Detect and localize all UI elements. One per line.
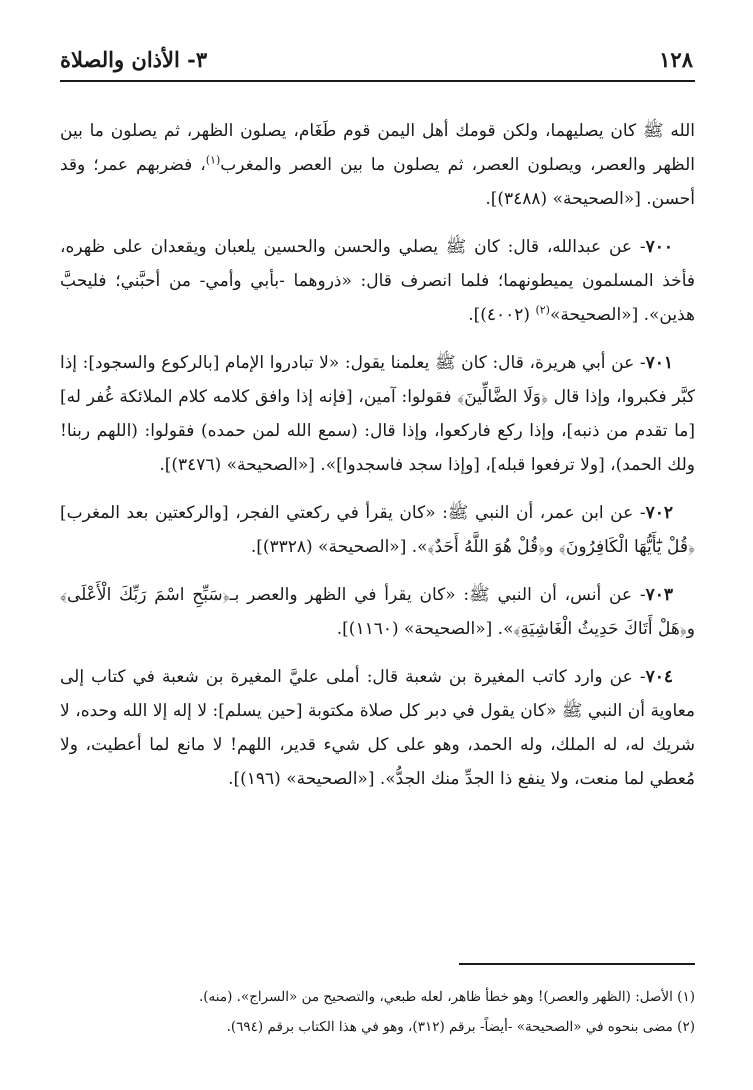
hadith-700	[60, 230, 695, 332]
hadith-703	[60, 578, 695, 646]
hadith-text: - عن وارد كاتب المغيرة بن شعبة قال: أملى عليَّ المغيرة بن شعبة في كتاب إلى معاوية أن النبي ﷺ «كان يقول في دبر كل صلاة مكتوبة [حين يسلم]: لا إله إلا الله وحده، لا شريك له، له الملك، وله الحمد، وهو على كل شيء قدير، اللهم! لا مانع لما أعطيت، ولا مُعطي لما منعت، ولا ينفع ذا الجدِّ منك الجدُّ». [«الصحيحة» (١٩٦)].	[60, 667, 695, 789]
main-text	[60, 114, 695, 810]
hadith-text: - عن عبدالله، قال: كان ﷺ يصلي والحسن والحسين يلعبان ويقعدان على ظهره، فأخذ المسلمون يميطونهما؛ فلما انصرف قال: «ذروهما -بأبي وأمي- من أحبَّني؛ فليحبَّ هذين». [«الصحيحة»	[60, 237, 695, 325]
hadith-number: ٧٠٠	[645, 237, 673, 257]
page-number: ١٢٨	[659, 47, 693, 72]
hadith-number: ٧٠١	[645, 353, 673, 373]
footnotes	[60, 982, 695, 1042]
footnote-marker: (١)	[205, 153, 221, 167]
hadith-text: - عن أنس، أن النبي ﷺ: «كان يقرأ في الظهر والعصر بـ﴿سَبِّحِ اسْمَ رَبِّكَ الْأَعْلَى﴾ و﴿هَلْ أَتَاكَ حَدِيثُ الْغَاشِيَةِ﴾». [«الصحيحة» (١١٦٠)].	[60, 585, 695, 639]
hadith-text: - عن أبي هريرة، قال: كان ﷺ يعلمنا يقول: «لا تبادروا الإمام [بالركوع والسجود]: إذا كبَّر فكبروا، وإذا قال ﴿وَلَا الضَّالِّينَ﴾ فقولوا: آمين، [فإنه إذا وافق كلامه كلام الملائكة غُفر له] [ما تقدم من ذنبه]، وإذا ركع فاركعوا، وإذا قال: (سمع الله لمن حمده) فقولوا: (اللهم ربنا! ولك الحمد)، [ولا ترفعوا قبله]، [وإذا سجد فاسجدوا]». [«الصحيحة» (٣٤٧٦)].	[60, 353, 695, 475]
hadith-702	[60, 496, 695, 564]
footnote-2: (٢) مضى بنحوه في «الصحيحة» -أيضاً- برقم (٣١٢)، وهو في هذا الكتاب برقم (٦٩٤).	[226, 1019, 695, 1035]
footnote-marker: (٢)	[535, 303, 550, 317]
hadith-number: ٧٠٣	[645, 585, 673, 605]
hadith-text: - عن ابن عمر، أن النبي ﷺ: «كان يقرأ في ركعتي الفجر، [والركعتين بعد المغرب] ﴿قُلْ يَٰٓأَيُّهَا الْكَافِرُونَ﴾ و﴿قُلْ هُوَ اللَّهُ أَحَدٌ﴾». [«الصحيحة» (٣٣٢٨)].	[60, 503, 695, 557]
hadith-701	[60, 346, 695, 482]
hadith-704	[60, 660, 695, 796]
page-header	[60, 38, 693, 72]
footnote-divider	[459, 963, 695, 965]
hadith-number: ٧٠٤	[645, 667, 673, 687]
hadith-number: ٧٠٢	[645, 503, 673, 523]
paragraph-continuation	[60, 114, 695, 216]
footnote-1: (١) الأصل: (الظهر والعصر)! وهو خطأ ظاهر، لعله طبعي، والتصحيح من «السراج». (منه).	[199, 989, 695, 1005]
hadith-reference: (٤٠٠٢)].	[468, 305, 536, 325]
header-divider	[60, 80, 695, 82]
paragraph-text: الله ﷺ كان يصليهما، ولكن قومك أهل اليمن قوم طَغَام، يصلون الظهر، ثم يصلون ما بين الظهر والعصر، ويصلون العصر، ثم يصلون ما بين العصر والمغرب	[60, 121, 695, 175]
chapter-title: ٣- الأذان والصلاة	[60, 47, 208, 72]
paragraph-reference: ، فضربهم عمر؛ وقد أحسن. [«الصحيحة» (٣٤٨٨)].	[60, 155, 695, 209]
